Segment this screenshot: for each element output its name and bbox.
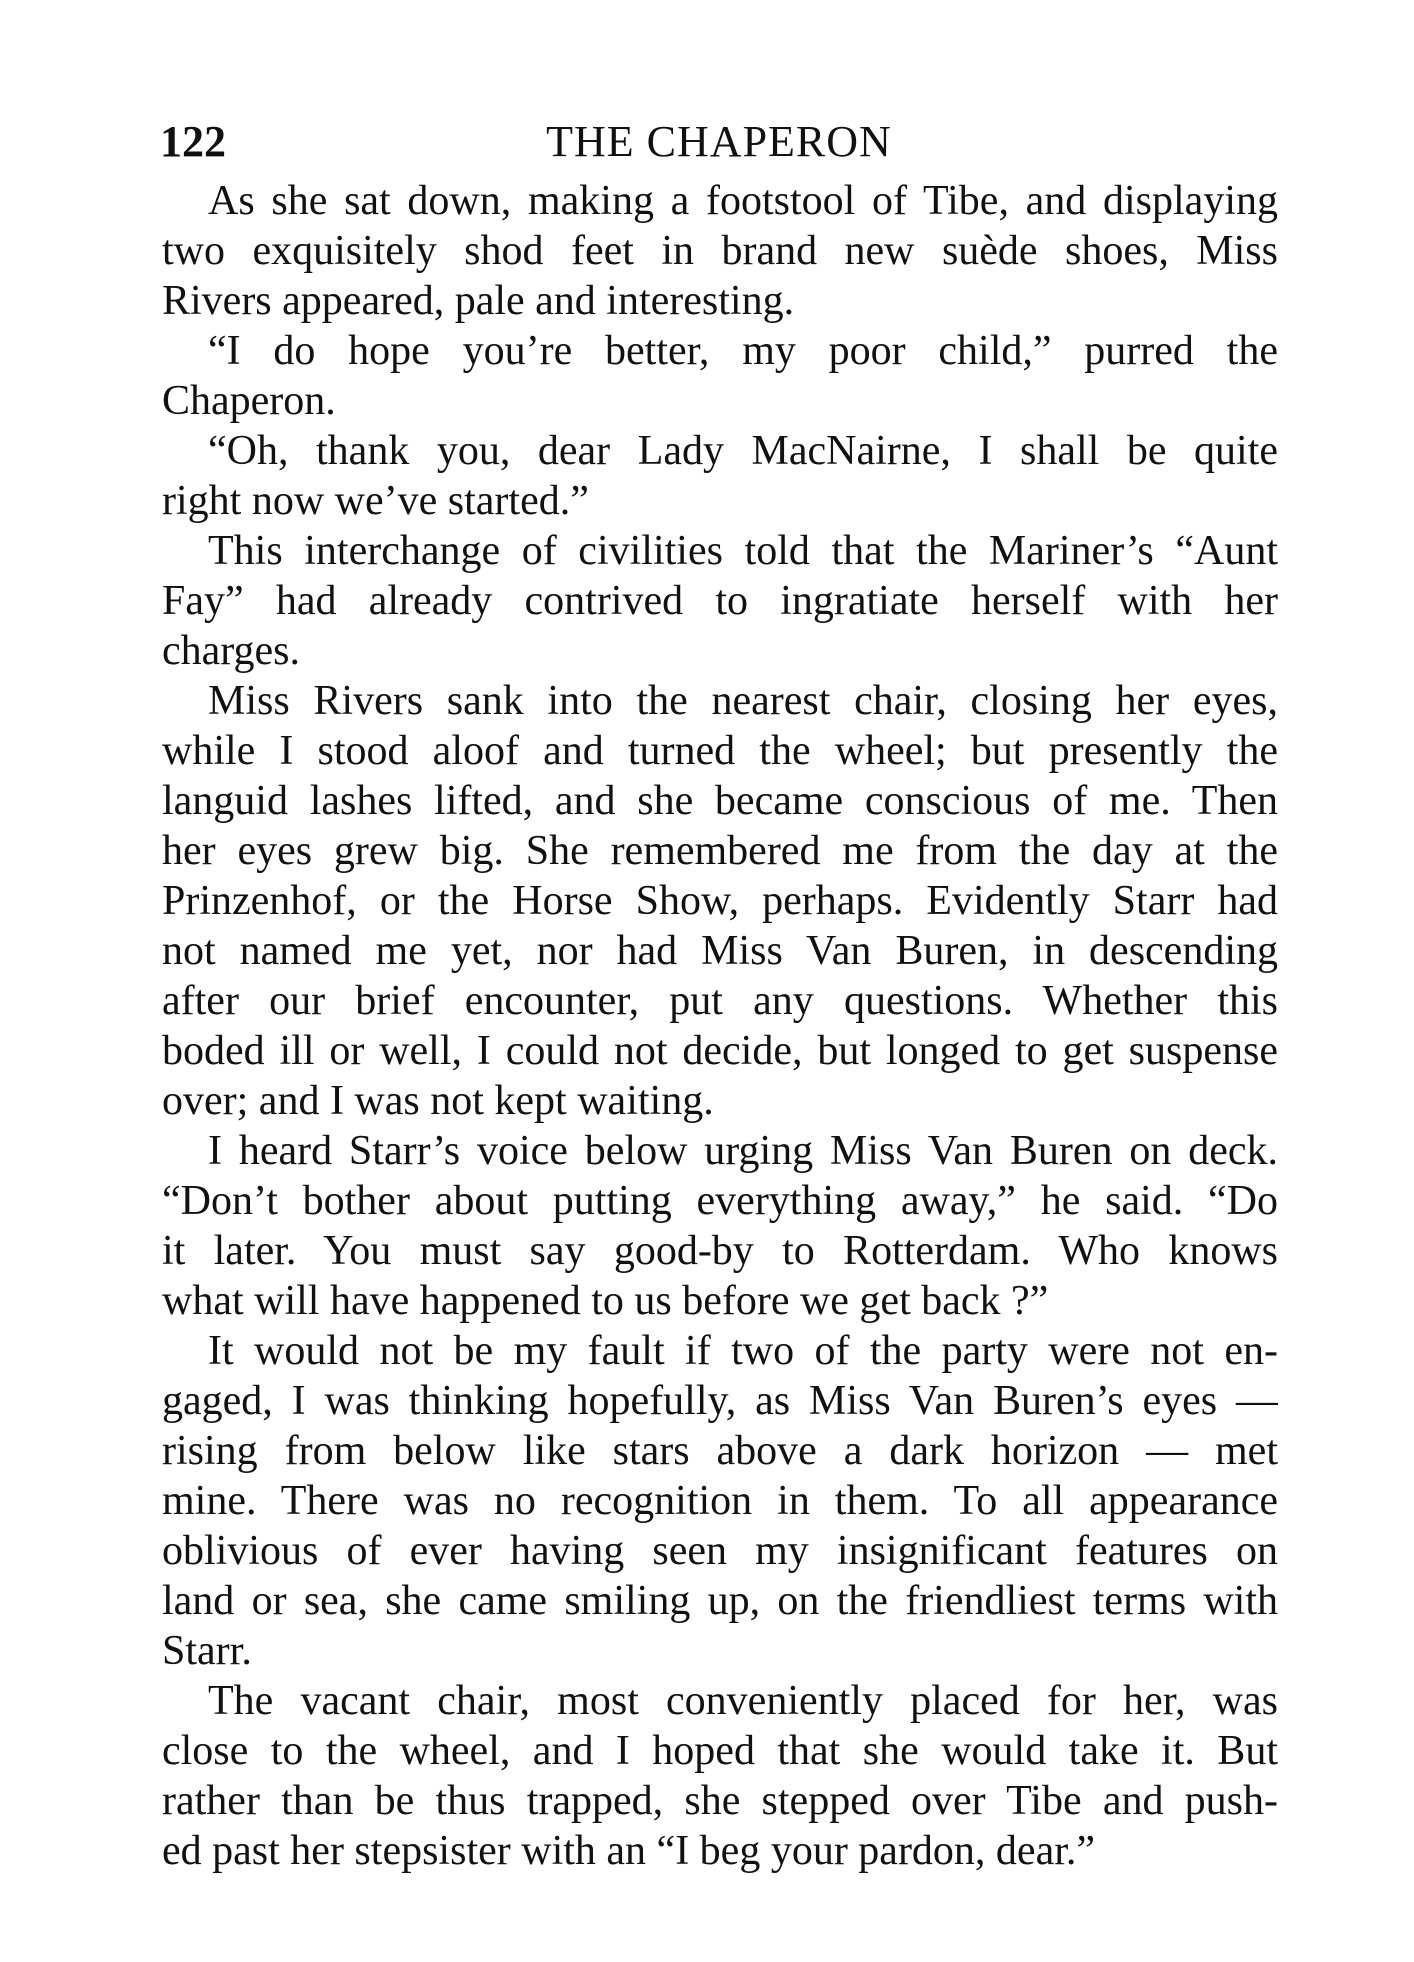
text-line: mine. There was no recognition in them. To all appearance (162, 1478, 1278, 1524)
paragraph (162, 526, 1278, 676)
text-line: while I stood aloof and turned the wheel; but presently the (162, 728, 1278, 774)
text-line: Miss Rivers sank into the nearest chair, closing her eyes, (208, 678, 1278, 724)
text-line: ed past her stepsister with an “I beg your pardon, dear.” (162, 1828, 1096, 1874)
text-line: languid lashes lifted, and she became conscious of me. Then (162, 778, 1278, 824)
text-line: after our brief encounter, put any questions. Whether this (162, 978, 1278, 1024)
running-title: THE CHAPERON (546, 117, 892, 166)
text-line: what will have happened to us before we get back ?” (162, 1278, 1049, 1324)
paragraph (162, 426, 1278, 526)
running-head (160, 112, 1278, 172)
text-line: not named me yet, nor had Miss Van Buren, in descending (162, 928, 1278, 974)
text-line: It would not be my fault if two of the party were not en- (208, 1328, 1278, 1374)
paragraph (162, 676, 1278, 1126)
text-line: right now we’ve started.” (162, 478, 589, 524)
text-line: “I do hope you’re better, my poor child,” purred the (208, 328, 1278, 374)
text-line: Starr. (162, 1628, 252, 1674)
paragraph (162, 1126, 1278, 1326)
text-line: land or sea, she came smiling up, on the friendliest terms with (162, 1578, 1278, 1624)
paragraph (162, 326, 1278, 426)
text-line: Prinzenhof, or the Horse Show, perhaps. Evidently Starr had (162, 878, 1278, 924)
text-line: As she sat down, making a footstool of Tibe, and displaying (208, 178, 1278, 224)
text-line: I heard Starr’s voice below urging Miss Van Buren on deck. (208, 1128, 1278, 1174)
text-line: gaged, I was thinking hopefully, as Miss Van Buren’s eyes — (162, 1378, 1278, 1424)
text-line: “Don’t bother about putting everything away,” he said. “Do (162, 1178, 1278, 1224)
text-line: oblivious of ever having seen my insignificant features on (162, 1528, 1278, 1574)
text-line: close to the wheel, and I hoped that she would take it. But (162, 1728, 1278, 1774)
text-line: over; and I was not kept waiting. (162, 1078, 714, 1124)
text-line: two exquisitely shod feet in brand new suède shoes, Miss (162, 228, 1278, 274)
body-text (162, 176, 1278, 1876)
paragraph (162, 1676, 1278, 1876)
text-line: rather than be thus trapped, she stepped over Tibe and push- (162, 1778, 1278, 1824)
text-line: rising from below like stars above a dark horizon — met (162, 1428, 1278, 1474)
text-line: Fay” had already contrived to ingratiate herself with her (162, 578, 1278, 624)
text-line: it later. You must say good-by to Rotterdam. Who knows (162, 1228, 1278, 1274)
paragraph (162, 1326, 1278, 1676)
text-line: boded ill or well, I could not decide, but longed to get suspense (162, 1028, 1278, 1074)
text-line: The vacant chair, most conveniently placed for her, was (208, 1678, 1278, 1724)
text-line: Rivers appeared, pale and interesting. (162, 278, 795, 324)
text-line: This interchange of civilities told that the Mariner’s “Aunt (208, 528, 1278, 574)
page-number: 122 (160, 117, 226, 166)
text-line: her eyes grew big. She remembered me from the day at the (162, 828, 1278, 874)
paragraph (162, 176, 1278, 326)
text-line: “Oh, thank you, dear Lady MacNairne, I shall be quite (208, 428, 1278, 474)
text-line: Chaperon. (162, 378, 336, 424)
text-line: charges. (162, 628, 300, 674)
